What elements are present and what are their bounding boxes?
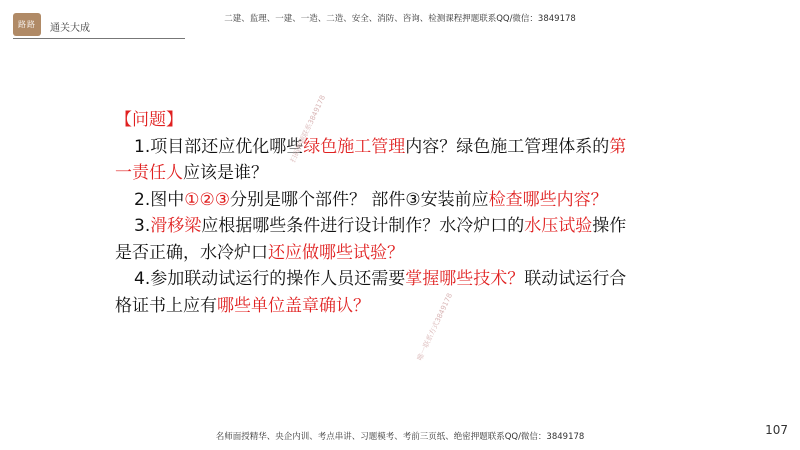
question-text: 4.参加联动试运行的操作人员还需要 bbox=[134, 269, 406, 289]
question-highlight: 第一责任人 bbox=[115, 136, 627, 183]
question-highlight: 还应做哪些试验？ bbox=[268, 242, 404, 263]
question-text: 2.图中 bbox=[134, 189, 185, 210]
question-text: 3. bbox=[134, 216, 151, 236]
question-highlight: 检查哪些内容？ bbox=[488, 189, 608, 210]
header-divider bbox=[13, 38, 185, 39]
question-text: 分别是哪个部件？ 部件③安装前应 bbox=[229, 189, 489, 210]
question-highlight: 绿色施工管理 bbox=[303, 136, 406, 157]
question-highlight: ①②③ bbox=[184, 189, 230, 210]
question-text: 操作是否正确，水冷炉口 bbox=[115, 216, 627, 263]
question-3 bbox=[115, 213, 640, 266]
brand-label: 通关大成 bbox=[50, 23, 90, 34]
question-highlight: 掌握哪些技术？ bbox=[405, 269, 525, 289]
question-text: 联动试运行合格证书上应有 bbox=[115, 269, 627, 316]
question-4 bbox=[115, 266, 640, 319]
slide-content bbox=[115, 107, 640, 319]
footer-promo-text: 名师面授精华、央企内训、考点串讲、习题模考、考前三页纸、绝密押题联系QQ/微信：3849178 bbox=[215, 432, 585, 442]
page-number: 107 bbox=[765, 423, 788, 437]
question-text: 内容？绿色施工管理体系的 bbox=[405, 136, 610, 157]
brand-logo: 路路 bbox=[13, 13, 41, 36]
question-highlight: 水压试验 bbox=[524, 216, 593, 236]
question-2 bbox=[115, 187, 640, 214]
question-highlight: 哪些单位盖章确认？ bbox=[217, 295, 370, 316]
question-heading: 【问题】 bbox=[115, 110, 183, 130]
watermark: 扫码押题联系3849178 bbox=[288, 94, 328, 164]
question-text: 1.项目部还应优化哪些 bbox=[134, 136, 304, 157]
question-1 bbox=[115, 134, 640, 187]
question-text: 应根据哪些条件进行设计制作？水冷炉口的 bbox=[201, 216, 525, 236]
watermark: 唯一联系方式3849178 bbox=[415, 292, 455, 362]
question-text: 应该是谁？ bbox=[183, 163, 268, 183]
question-highlight: 滑移梁 bbox=[150, 216, 202, 236]
header-promo-text: 二建、监理、一建、一造、二造、安全、消防、咨询、检测课程押题联系QQ/微信：3849178 bbox=[224, 14, 576, 24]
